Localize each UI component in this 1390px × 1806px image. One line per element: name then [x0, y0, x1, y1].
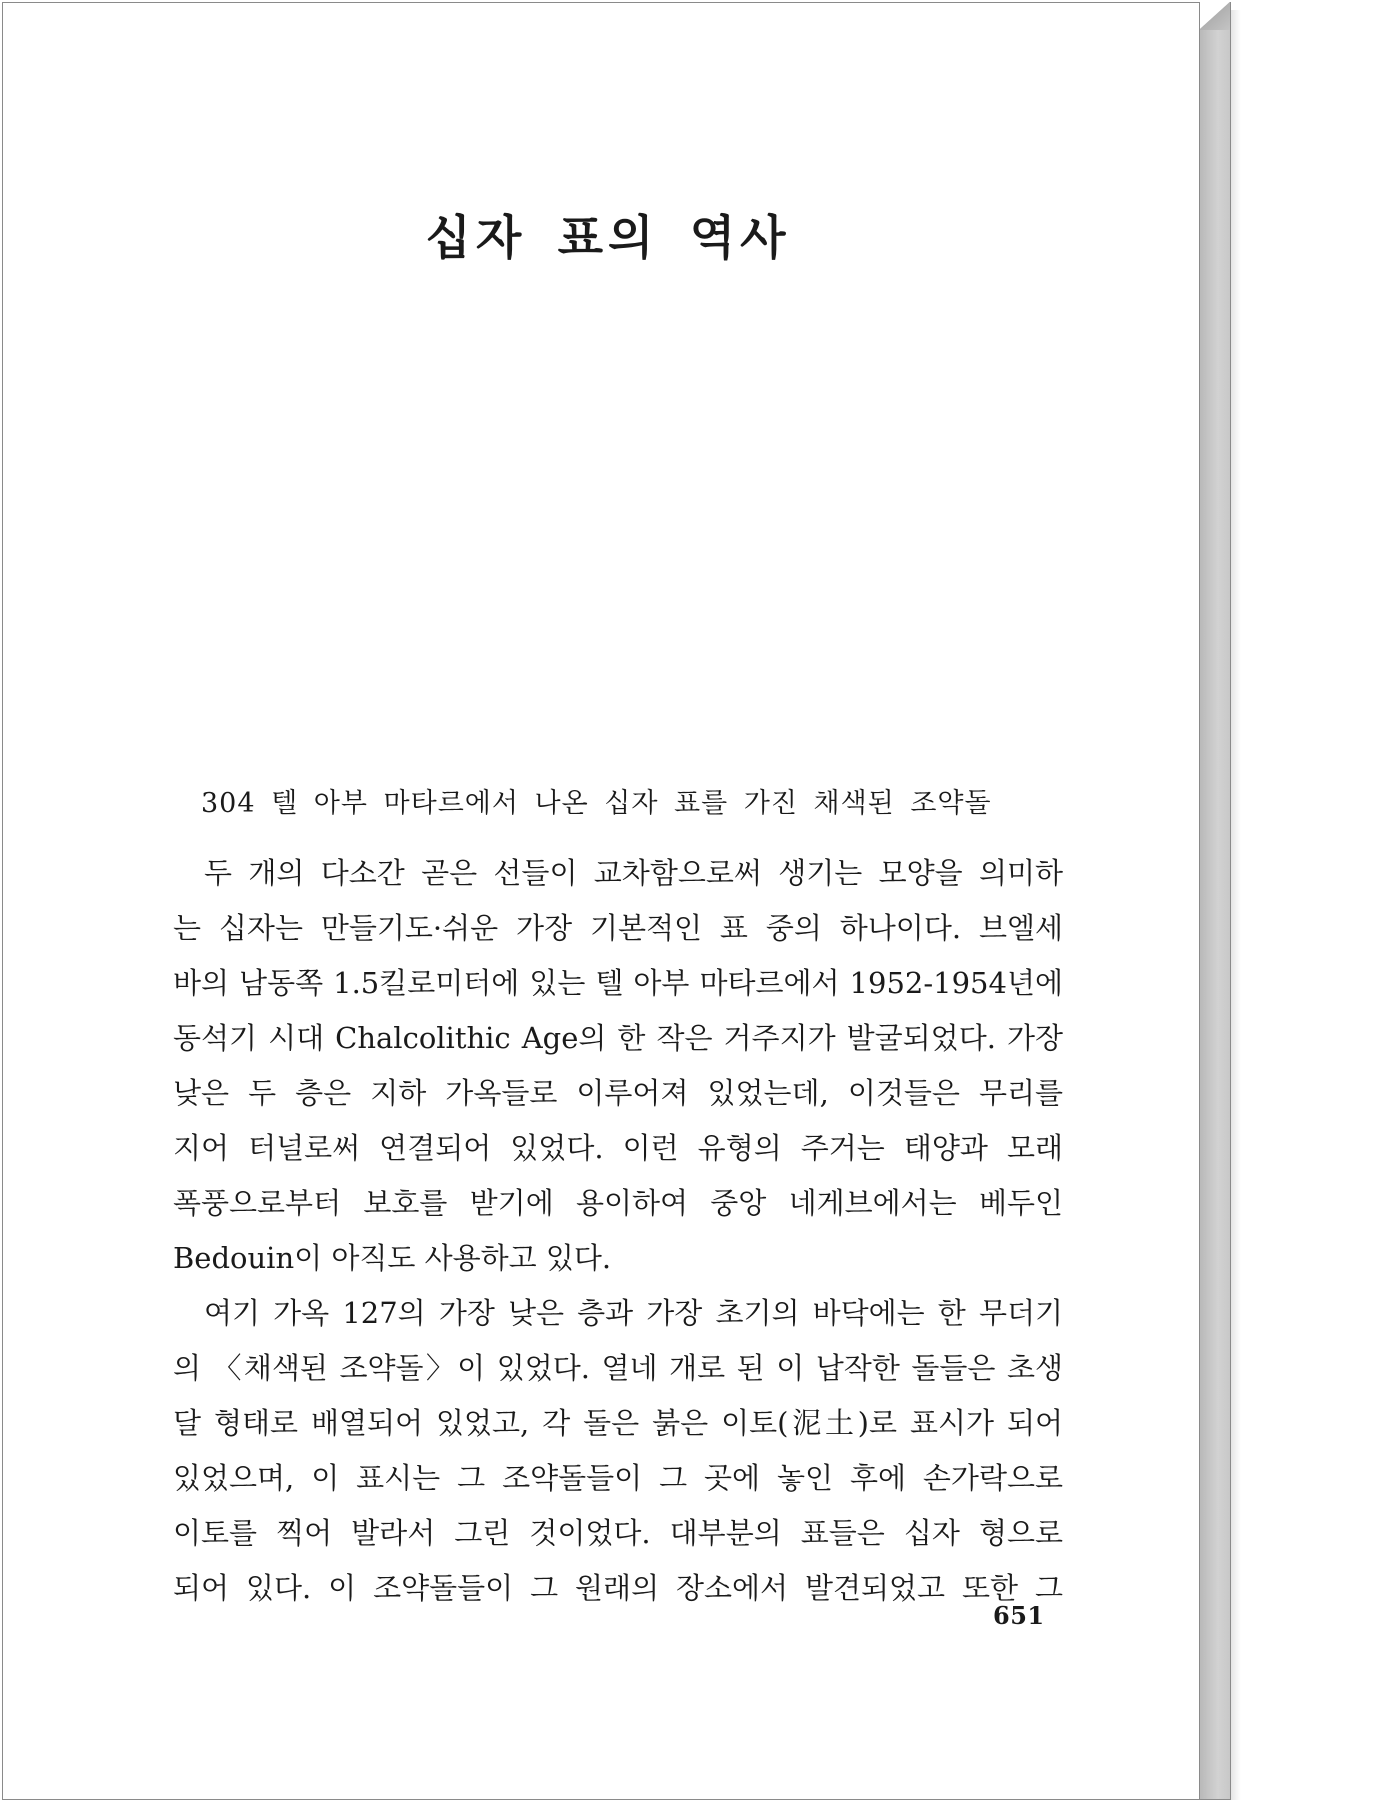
text-line: 폭풍으로부터 보호를 받기에 용이하여 중앙 네게브에서는 베두인	[173, 1186, 1063, 1220]
chapter-title: 십자 표의 역사	[425, 211, 791, 266]
text-line: 바의 남동쪽 1.5킬로미터에 있는 텔 아부 마타르에서 1952-1954년에	[173, 966, 1063, 1000]
book-page-edge	[1200, 2, 1231, 1800]
page-shadow	[1231, 10, 1241, 1800]
body-text	[173, 846, 1063, 1616]
text-line: 이토를 찍어 발라서 그린 것이었다. 대부분의 표들은 십자 형으로	[173, 1516, 1063, 1550]
text-line: Bedouin이 아직도 사용하고 있다.	[173, 1241, 612, 1275]
book-page	[2, 2, 1200, 1800]
text-line: 는 십자는 만들기도·쉬운 가장 기본적인 표 중의 하나이다. 브엘세	[173, 911, 1063, 945]
text-line: 여기 가옥 127의 가장 낮은 층과 가장 초기의 바닥에는 한 무더기	[204, 1296, 1063, 1330]
text-line: 달 형태로 배열되어 있었고, 각 돌은 붉은 이토(泥土)로 표시가 되어	[173, 1406, 1063, 1440]
text-line: 낮은 두 층은 지하 가옥들로 이루어져 있었는데, 이것들은 무리를	[173, 1076, 1063, 1110]
paragraph-2	[173, 1286, 1063, 1616]
page-number: 651	[993, 1601, 1045, 1630]
text-line: 있었으며, 이 표시는 그 조약돌들이 그 곳에 놓인 후에 손가락으로	[173, 1461, 1063, 1495]
text-line: 동석기 시대 Chalcolithic Age의 한 작은 거주지가 발굴되었다. 가장	[173, 1021, 1063, 1055]
figure-caption: 304 텔 아부 마타르에서 나온 십자 표를 가진 채색된 조약돌	[201, 788, 992, 819]
text-line: 두 개의 다소간 곧은 선들이 교차함으로써 생기는 모양을 의미하	[204, 856, 1063, 890]
paragraph-1	[173, 846, 1063, 1286]
text-line: 되어 있다. 이 조약돌들이 그 원래의 장소에서 발견되었고 또한 그	[173, 1571, 1063, 1605]
text-line: 의 〈채색된 조약돌〉이 있었다. 열네 개로 된 이 납작한 돌들은 초생	[173, 1351, 1063, 1385]
text-line: 지어 터널로써 연결되어 있었다. 이런 유형의 주거는 태양과 모래	[173, 1131, 1063, 1165]
